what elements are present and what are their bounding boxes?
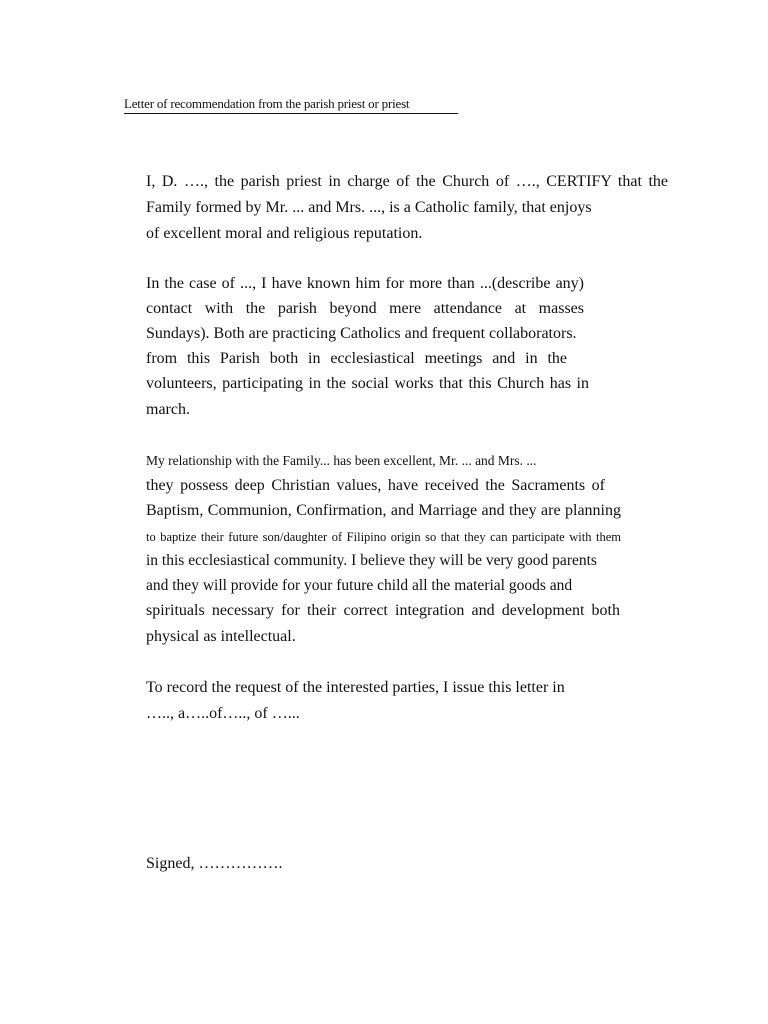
paragraph-3-line-4: to baptize their future son/daughter of Filipino origin so that they can participate with them: [146, 530, 621, 544]
paragraph-3-line-2: they possess deep Christian values, have received the Sacraments of: [146, 477, 605, 494]
letter-title: Letter of recommendation from the parish priest or priest: [124, 96, 458, 114]
paragraph-1-line-2: Family formed by Mr. ... and Mrs. ..., is a Catholic family, that enjoys: [146, 199, 592, 216]
paragraph-2-line-4: from this Parish both in ecclesiastical meetings and in the: [146, 350, 567, 367]
paragraph-2-line-3: Sundays). Both are practicing Catholics and frequent collaborators.: [146, 325, 577, 342]
paragraph-2-line-2: contact with the parish beyond mere attendance at masses: [146, 300, 584, 317]
paragraph-3-line-1: My relationship with the Family... has been excellent, Mr. ... and Mrs. ...: [146, 453, 537, 468]
paragraph-3-line-3: Baptism, Communion, Confirmation, and Marriage and they are planning: [146, 502, 621, 519]
paragraph-3-line-5: in this ecclesiastical community. I believe they will be very good parents: [146, 552, 597, 569]
paragraph-4-line-1: To record the request of the interested parties, I issue this letter in: [146, 679, 565, 696]
paragraph-2-line-1: In the case of ..., I have known him for more than ...(describe any): [146, 275, 584, 292]
paragraph-1-line-3: of excellent moral and religious reputation.: [146, 225, 423, 242]
paragraph-4-line-2: ….., a…..of….., of …...: [146, 705, 300, 722]
paragraph-3-line-6: and they will provide for your future child all the material goods and: [146, 577, 573, 594]
signature-line: Signed, …………….: [146, 855, 283, 872]
paragraph-3-line-7: spirituals necessary for their correct integration and development both: [146, 602, 620, 619]
paragraph-1-line-1: I, D. …., the parish priest in charge of the Church of …., CERTIFY that the: [146, 173, 668, 190]
paragraph-2-line-6: march.: [146, 401, 190, 418]
paragraph-2-line-5: volunteers, participating in the social works that this Church has in: [146, 375, 589, 392]
paragraph-3-line-8: physical as intellectual.: [146, 628, 296, 645]
